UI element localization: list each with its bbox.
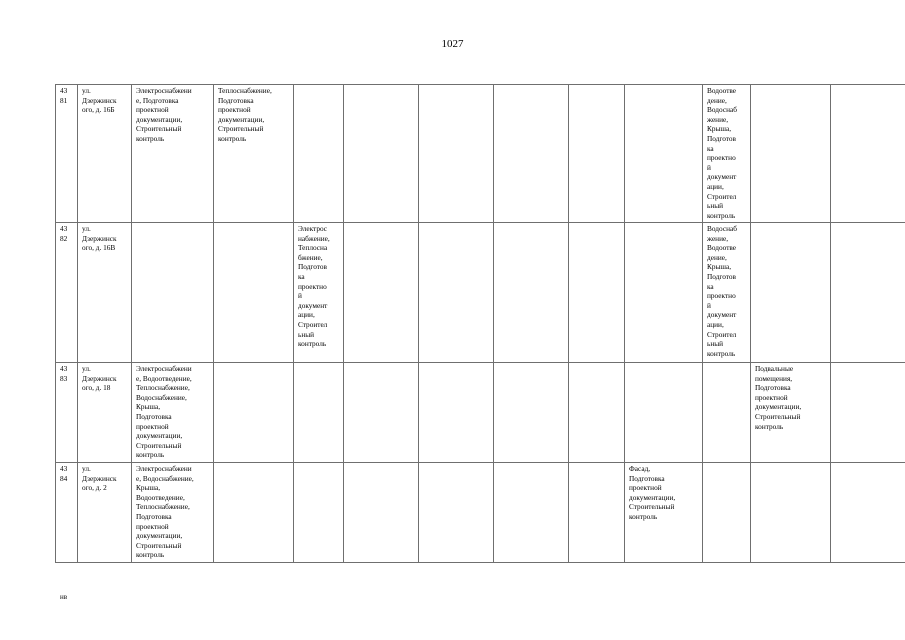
table-cell [214, 363, 294, 463]
table-cell [214, 223, 294, 363]
table-cell [294, 85, 344, 223]
table-cell: Теплоснабжение, Подготовка проектной документации, Строительный контроль [214, 85, 294, 223]
table-cell: Водоотве дение, Водоснаб жение, Крыша, Подготов ка проектно й документ ации, Строител ьный контроль [703, 85, 751, 223]
table-cell [625, 223, 703, 363]
table-cell [344, 463, 419, 563]
address-cell: ул. Дзержинск ого, д. 2 [78, 463, 132, 563]
table-cell [494, 223, 569, 363]
table-cell [569, 85, 625, 223]
table-cell [294, 363, 344, 463]
table-cell [419, 223, 494, 363]
table-cell [569, 223, 625, 363]
page-number: 1027 [441, 38, 464, 50]
table-cell [831, 85, 905, 223]
table-cell [751, 85, 831, 223]
row-number-cell: 43 83 [56, 363, 78, 463]
address-cell: ул. Дзержинск ого, д. 16В [78, 223, 132, 363]
table-cell [703, 463, 751, 563]
table-cell: Электроснабжени е, Водоснабжение, Крыша, Водоотведение, Теплоснабжение, Подготовка проектной документации, Строительный контроль [132, 463, 214, 563]
row-number-cell: 43 82 [56, 223, 78, 363]
table-cell [344, 223, 419, 363]
row-number-cell: 43 84 [56, 463, 78, 563]
table-cell [419, 463, 494, 563]
table-cell [344, 363, 419, 463]
table-cell [419, 85, 494, 223]
table-cell [132, 223, 214, 363]
works-table [55, 84, 905, 563]
table-cell: Водоснаб жение, Водоотве дение, Крыша, Подготов ка проектно й документ ации, Строител ьный контроль [703, 223, 751, 363]
table-cell [831, 363, 905, 463]
table-cell [703, 363, 751, 463]
table-row [56, 363, 905, 463]
address-cell: ул. Дзержинск ого, д. 16Б [78, 85, 132, 223]
table-cell [831, 223, 905, 363]
table-cell: Электроснабжени е, Водоотведение, Теплоснабжение, Водоснабжение, Крыша, Подготовка проектной документации, Строительный контроль [132, 363, 214, 463]
table-row [56, 223, 905, 363]
table-cell [751, 223, 831, 363]
table-cell [569, 463, 625, 563]
footer-mark: нв [60, 593, 68, 601]
table-cell: Электрос набжение, Теплосна бжение, Подготов ка проектно й документ ации, Строител ьный контроль [294, 223, 344, 363]
table-cell: Фасад, Подготовка проектной документации, Строительный контроль [625, 463, 703, 563]
table-cell [494, 85, 569, 223]
table-cell [494, 363, 569, 463]
table-cell [625, 363, 703, 463]
table-row [56, 463, 905, 563]
table-cell [625, 85, 703, 223]
table-cell [344, 85, 419, 223]
table-row [56, 85, 905, 223]
table-cell [214, 463, 294, 563]
row-number-cell: 43 81 [56, 85, 78, 223]
table-cell [831, 463, 905, 563]
table-cell [569, 363, 625, 463]
table-cell: Подвальные помещения, Подготовка проектной документации, Строительный контроль [751, 363, 831, 463]
table-cell [419, 363, 494, 463]
table-cell [751, 463, 831, 563]
table-cell [294, 463, 344, 563]
table-cell: Электроснабжени е, Подготовка проектной документации, Строительный контроль [132, 85, 214, 223]
address-cell: ул. Дзержинск ого, д. 18 [78, 363, 132, 463]
table-cell [494, 463, 569, 563]
